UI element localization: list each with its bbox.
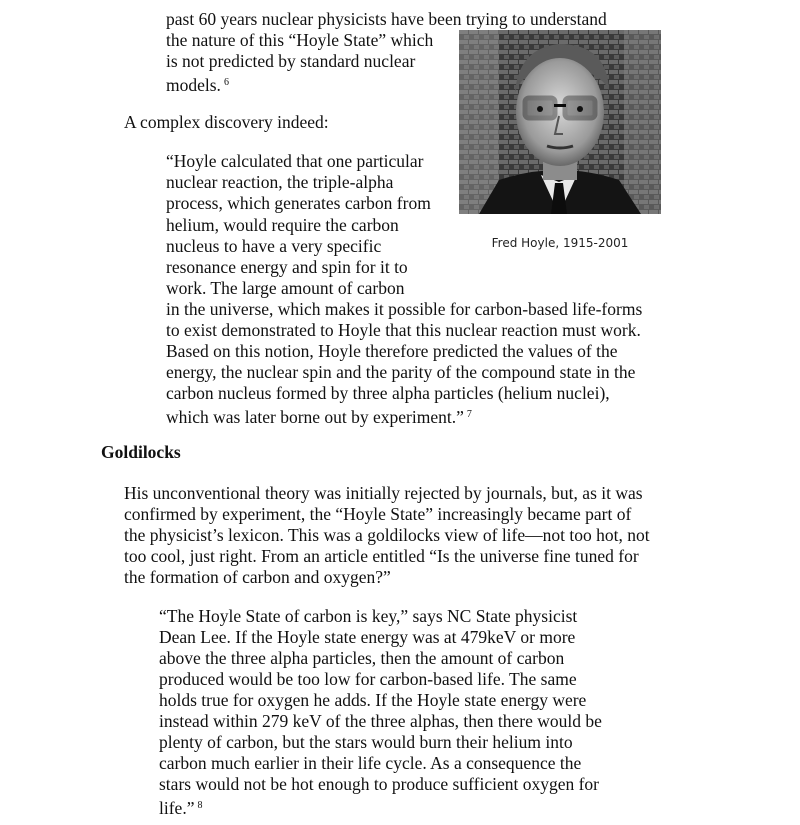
quote1-line: nuclear reaction, the triple-alpha (166, 172, 394, 192)
quote2-line: produced would be too low for carbon-based life. The same (159, 669, 577, 689)
quote2-line: Dean Lee. If the Hoyle state energy was at 479keV or more (159, 627, 576, 647)
quote1-line: to exist demonstrated to Hoyle that this nuclear reaction must work. (166, 320, 641, 340)
photo-caption: Fred Hoyle, 1915-2001 (491, 236, 629, 250)
quote1-line: energy, the nuclear spin and the parity of the compound state in the (166, 362, 636, 382)
quote2-line: holds true for oxygen he adds. If the Hoyle state energy were (159, 690, 587, 710)
quote1-line: work. The large amount of carbon (166, 278, 405, 298)
quote2-line: carbon much earlier in their life cycle. As a consequence the (159, 753, 582, 773)
footnote-ref: 8 (197, 800, 203, 811)
quote1-line: Based on this notion, Hoyle therefore predicted the values of the (166, 341, 618, 361)
quote2-line: plenty of carbon, but the stars would burn their helium into (159, 732, 573, 752)
section-heading: Goldilocks (101, 442, 181, 462)
complex-discovery-line: A complex discovery indeed: (124, 112, 329, 132)
quote2-line: instead within 279 keV of the three alphas, then there would be (159, 711, 602, 731)
quote1-line: “Hoyle calculated that one particular (166, 151, 424, 171)
intro-line: models. $^6$ (166, 75, 229, 95)
paragraph-line: the physicist’s lexicon. This was a goldilocks view of life—not too hot, not (124, 525, 650, 545)
quote1-line: which was later borne out by experiment.” $^7$ (166, 407, 472, 427)
quote2-line: life.” $^8$ (159, 798, 203, 818)
intro-line: the nature of this “Hoyle State” which (166, 30, 434, 50)
footnote-ref: 6 (223, 77, 229, 88)
quote1-line: process, which generates carbon from (166, 193, 431, 213)
quote2-line: stars would not be hot enough to produce sufficient oxygen for (159, 774, 600, 794)
intro-line: is not predicted by standard nuclear (166, 51, 416, 71)
quote2-line: above the three alpha particles, then the amount of carbon (159, 648, 565, 668)
quote1-line: nucleus to have a very specific (166, 236, 382, 256)
intro-line: past 60 years nuclear physicists have been trying to understand (166, 9, 607, 29)
quote1-line: helium, would require the carbon (166, 215, 399, 235)
paragraph-line: the formation of carbon and oxygen?” (124, 567, 391, 587)
paragraph-line: confirmed by experiment, the “Hoyle State” increasingly became part of (124, 504, 632, 524)
quote1-line: carbon nucleus formed by three alpha particles (helium nuclei), (166, 383, 610, 403)
quote2-line: “The Hoyle State of carbon is key,” says NC State physicist (159, 606, 578, 626)
quote1-line: resonance energy and spin for it to (166, 257, 408, 277)
footnote-ref: 7 (466, 409, 472, 420)
paragraph-line: His unconventional theory was initially rejected by journals, but, as it was (124, 483, 643, 503)
quote1-line: in the universe, which makes it possible for carbon-based life-forms (166, 299, 643, 319)
paragraph-line: too cool, just right. From an article entitled “Is the universe fine tuned for (124, 546, 639, 566)
portrait-photo (459, 30, 661, 214)
portrait-image (459, 30, 661, 214)
